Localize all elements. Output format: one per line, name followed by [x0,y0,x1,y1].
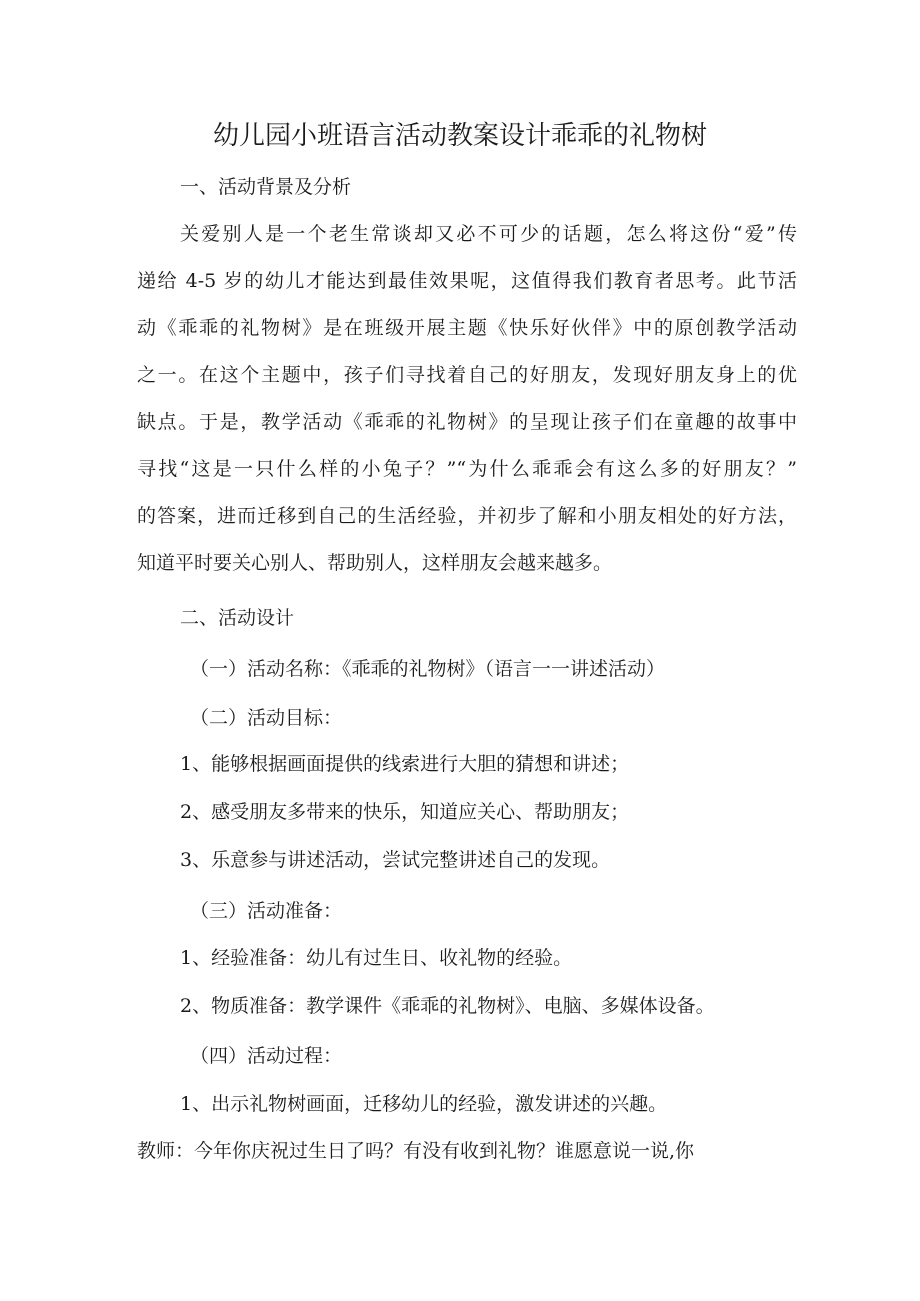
section-heading-2: 二、活动设计 [180,607,295,629]
subsection-heading: （二）活动目标： [190,707,343,729]
paragraph-line: 关爱别人是一个老生常谈却又必不可少的话题，怎么将这份“爱”传 [180,223,797,245]
list-item: 2、感受朋友多带来的快乐，知道应关心、帮助朋友； [180,801,630,823]
paragraph-line: 之一。在这个主题中，孩子们寻找着自己的好朋友，发现好朋友身上的优 [137,364,797,386]
subsection-heading: （四）活动过程： [190,1045,343,1067]
paragraph-line: 教师：今年你庆祝过生日了吗？有没有收到礼物？谁愿意说一说,你 [137,1140,695,1162]
paragraph-line: 知道平时要关心别人、帮助别人，这样朋友会越来越多。 [137,552,613,574]
paragraph-line: 缺点。于是，教学活动《乖乖的礼物树》的呈现让孩子们在童趣的故事中 [137,411,797,433]
paragraph-line: 寻找“这是一只什么样的小兔子？”“为什么乖乖会有这么多的好朋友？” [137,458,797,480]
subsection-heading: （一）活动名称：《乖乖的礼物树》（语言一一讲述活动） [190,658,666,680]
section-heading-1: 一、活动背景及分析 [180,176,352,198]
list-item: 1、能够根据画面提供的线索进行大胆的猜想和讲述； [180,753,630,775]
list-item: 1、经验准备：幼儿有过生日、收礼物的经验。 [180,947,573,969]
subsection-heading: （三）活动准备： [190,900,343,922]
paragraph-line: 动《乖乖的礼物树》是在班级开展主题《快乐好伙伴》中的原创教学活动 [137,317,797,339]
document-title: 幼儿园小班语言活动教案设计乖乖的礼物树 [212,121,707,151]
list-item: 1、出示礼物树画面，迁移幼儿的经验，激发讲述的兴趣。 [180,1093,668,1115]
paragraph-line: 递给 4-5 岁的幼儿才能达到最佳效果呢，这值得我们教育者思考。此节活 [137,270,797,292]
list-item: 2、物质准备：教学课件《乖乖的礼物树》、电脑、多媒体设备。 [180,995,715,1017]
paragraph-line: 的答案，进而迁移到自己的生活经验，并初步了解和小朋友相处的好方法， [137,505,797,527]
list-item: 3、乐意参与讲述活动，尝试完整讲述自己的发现。 [180,849,611,871]
